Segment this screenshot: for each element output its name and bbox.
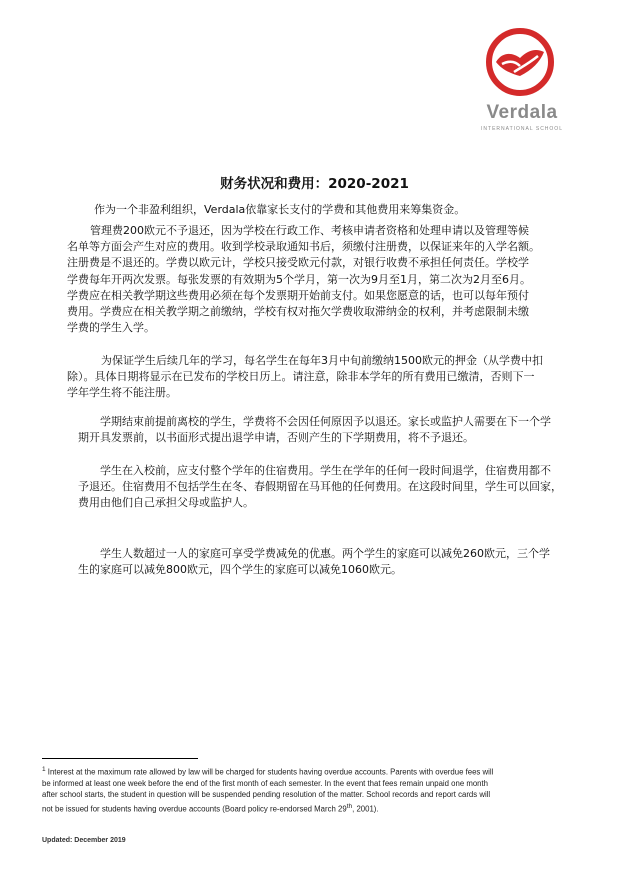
paragraph-line: 学年学生将不能注册。: [67, 386, 177, 400]
footnote-marker: 1: [42, 766, 46, 773]
logo-subtitle: INTERNATIONAL SCHOOL: [481, 126, 563, 132]
paragraph-admin-fee: [67, 223, 540, 336]
school-logo: [458, 18, 586, 136]
hand-heart-icon: [480, 22, 560, 102]
footnote-line: after school starts, the student in question will be suspended pending resolution of the matter. School records and report cards will: [42, 790, 491, 800]
paragraph-line: 学费每年开两次发票。每张发票的有效期为5个学月，第一次为9月至1月，第二次为2月至6月。: [67, 272, 531, 286]
paragraph-line: 为保证学生后续几年的学习，每名学生在每年3月中旬前缴纳1500欧元的押金（从学费中扣: [101, 354, 543, 367]
paragraph-deposit: [67, 353, 543, 402]
page-title: 财务状况和费用：2020-2021: [220, 176, 409, 192]
footnote-line: $^1$ Interest at the maximum rate allowed by law will be charged for students having overdue accounts. Parents with overdue fees will: [42, 766, 494, 777]
logo-name: Verdala: [486, 102, 558, 123]
footnote: [42, 764, 602, 815]
paragraph-line: 生的家庭可以减免800欧元，四个学生的家庭可以减免1060欧元。: [78, 563, 402, 577]
paragraph-line: 学期结束前提前离校的学生，学费将不会因任何原因予以退还。家长或监护人需要在下一个学: [100, 415, 551, 428]
footnote-divider: [42, 758, 198, 759]
paragraph-line: 学费的学生入学。: [67, 321, 155, 335]
paragraph-line: 予退还。住宿费用不包括学生在冬、春假期留在马耳他的任何费用。在这段时间里，学生可以回家，: [78, 480, 562, 494]
paragraph-sibling-discount: [78, 546, 550, 578]
paragraph-line: 作为一个非盈利组织，Verdala依靠家长支付的学费和其他费用来筹集资金。: [94, 203, 466, 216]
footnote-line: be informed at least one week before the end of the first month of each semester. In the event that fees remain unpaid one month: [42, 779, 488, 788]
paragraph-line: 注册费是不退还的。学费以欧元计，学校只接受欧元付款，对银行收费不承担任何责任。学校学: [67, 256, 529, 270]
paragraph-line: 学生人数超过一人的家庭可享受学费减免的优惠。两个学生的家庭可以减免260欧元，三个学: [100, 547, 550, 560]
paragraph-boarding: [78, 463, 562, 512]
paragraph-line: 除）。具体日期将显示在已发布的学校日历上。请注意，除非本学年的所有费用已缴清，否则下一: [67, 370, 535, 384]
paragraph-line: 费用由他们自己承担父母或监护人。: [78, 496, 254, 510]
paragraph-line: 期开具发票前，以书面形式提出退学申请，否则产生的下学期费用，将不予退还。: [78, 431, 474, 445]
paragraph-early-leave: [78, 414, 551, 446]
paragraph-line: 学费应在相关教学期这些费用必须在每个发票期开始前支付。如果您愿意的话，也可以每年预付: [67, 288, 529, 302]
paragraph-line: 学生在入校前，应支付整个学年的住宿费用。学生在学年的任何一段时间退学，住宿费用都不: [100, 464, 551, 477]
paragraph-intro: [94, 202, 465, 218]
footnote-line: not be issued for students having overdue accounts (Board policy re-endorsed March 29th, 2001).: [42, 802, 379, 814]
updated-date: Updated: December 2019: [42, 837, 126, 844]
paragraph-line: 名单等方面会产生对应的费用。收到学校录取通知书后，须缴付注册费，以保证来年的入学名额。: [67, 240, 540, 254]
paragraph-line: 费用。学费应在相关教学期之前缴纳，学校有权对拖欠学费收取滞纳金的权利，并考虑限制未缴: [67, 305, 529, 319]
paragraph-line: 管理费200欧元不予退还，因为学校在行政工作、考核申请者资格和处理申请以及管理等候: [90, 224, 529, 237]
